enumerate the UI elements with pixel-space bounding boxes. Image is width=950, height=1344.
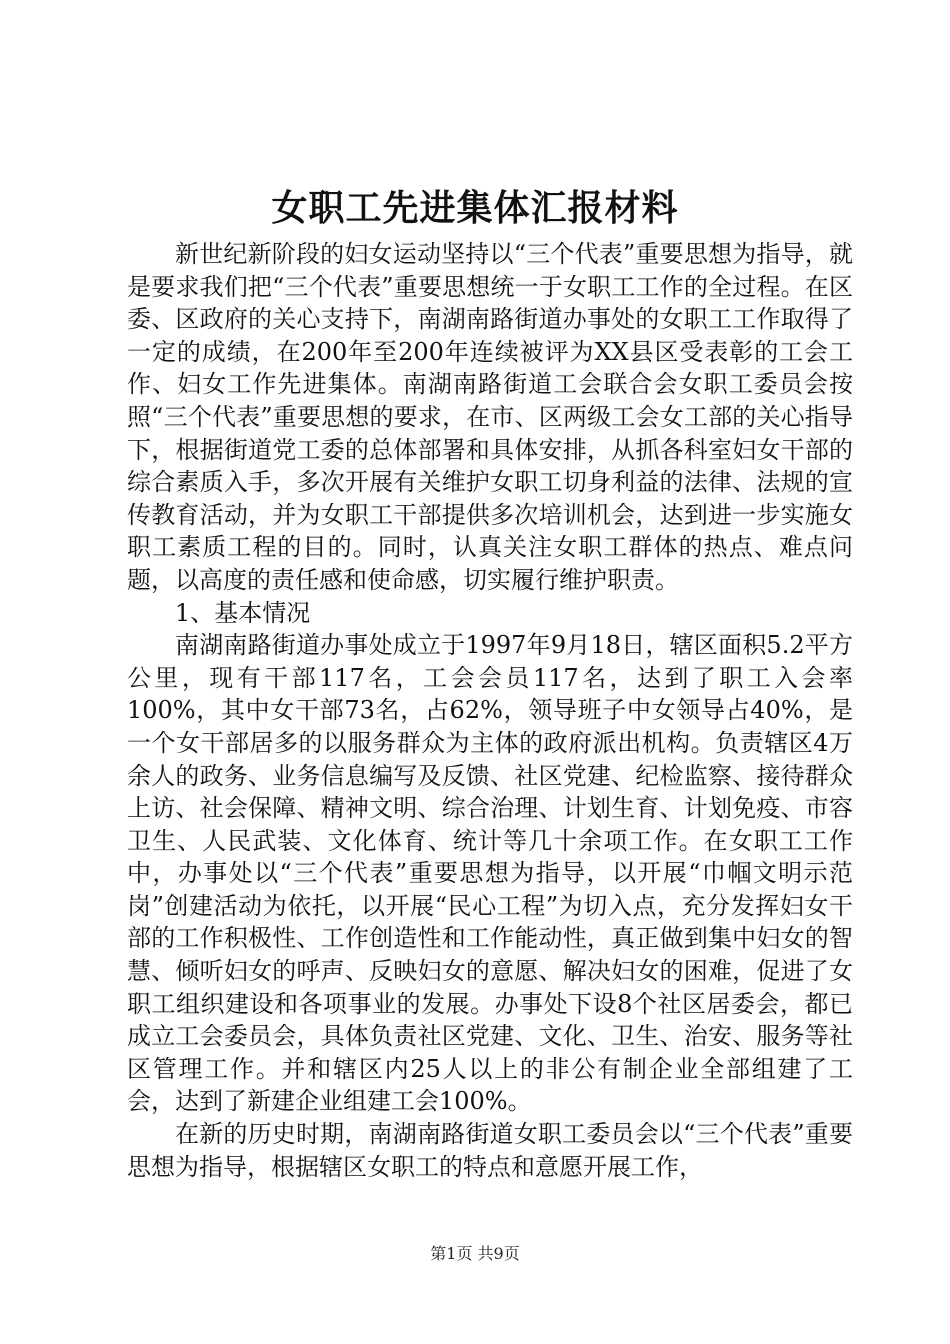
document-body bbox=[127, 238, 853, 1183]
paragraph-basic-info: 南湖南路街道办事处成立于1997年9月18日，辖区面积5.2平方公里，现有干部117名，工会会员117名，达到了职工入会率100%，其中女干部73名，占62%，领导班子中女领导占40%，是一个女干部居多的以服务群众为主体的政府派出机构。负责辖区4万余人的政务、业务信息编写及反馈、社区党建、纪检监察、接待群众上访、社会保障、精神文明、综合治理、计划生育、计划免疫、市容卫生、人民武装、文化体育、统计等几十余项工作。在女职工工作中，办事处以“三个代表”重要思想为指导，以开展“巾帼文明示范岗”创建活动为依托，以开展“民心工程”为切入点，充分发挥妇女干部的工作积极性、工作创造性和工作能动性，真正做到集中妇女的智慧、倾听妇女的呼声、反映妇女的意愿、解决妇女的困难，促进了女职工组织建设和各项事业的发展。办事处下设8个社区居委会，都已成立工会委员会，具体负责社区党建、文化、卫生、治安、服务等社区管理工作。并和辖区内25人以上的非公有制企业全部组建了工会，达到了新建企业组建工会100%。 bbox=[127, 631, 853, 1116]
paragraph-new-era: 在新的历史时期，南湖南路街道女职工委员会以“三个代表”重要思想为指导，根据辖区女职工的特点和意愿开展工作， bbox=[127, 1120, 853, 1181]
paragraph-intro: 新世纪新阶段的妇女运动坚持以“三个代表”重要思想为指导，就是要求我们把“三个代表”重要思想统一于女职工工作的全过程。在区委、区政府的关心支持下，南湖南路街道办事处的女职工工作取得了一定的成绩，在200年至200年连续被评为XX县区受表彰的工会工作、妇女工作先进集体。南湖南路街道工会联合会女职工委员会按照“三个代表”重要思想的要求，在市、区两级工会女工部的关心指导下，根据街道党工委的总体部署和具体安排，从抓各科室妇女干部的综合素质入手，多次开展有关维护女职工切身利益的法律、法规的宣传教育活动，并为女职工干部提供多次培训机会，达到进一步实施女职工素质工程的目的。同时，认真关注女职工群体的热点、难点问题，以高度的责任感和使命感，切实履行维护职责。 bbox=[127, 240, 853, 594]
section-heading-basic-info: 1、基本情况 bbox=[175, 598, 311, 627]
document-title: 女职工先进集体汇报材料 bbox=[271, 187, 679, 229]
page-footer: 第1页 共9页 bbox=[430, 1244, 520, 1263]
